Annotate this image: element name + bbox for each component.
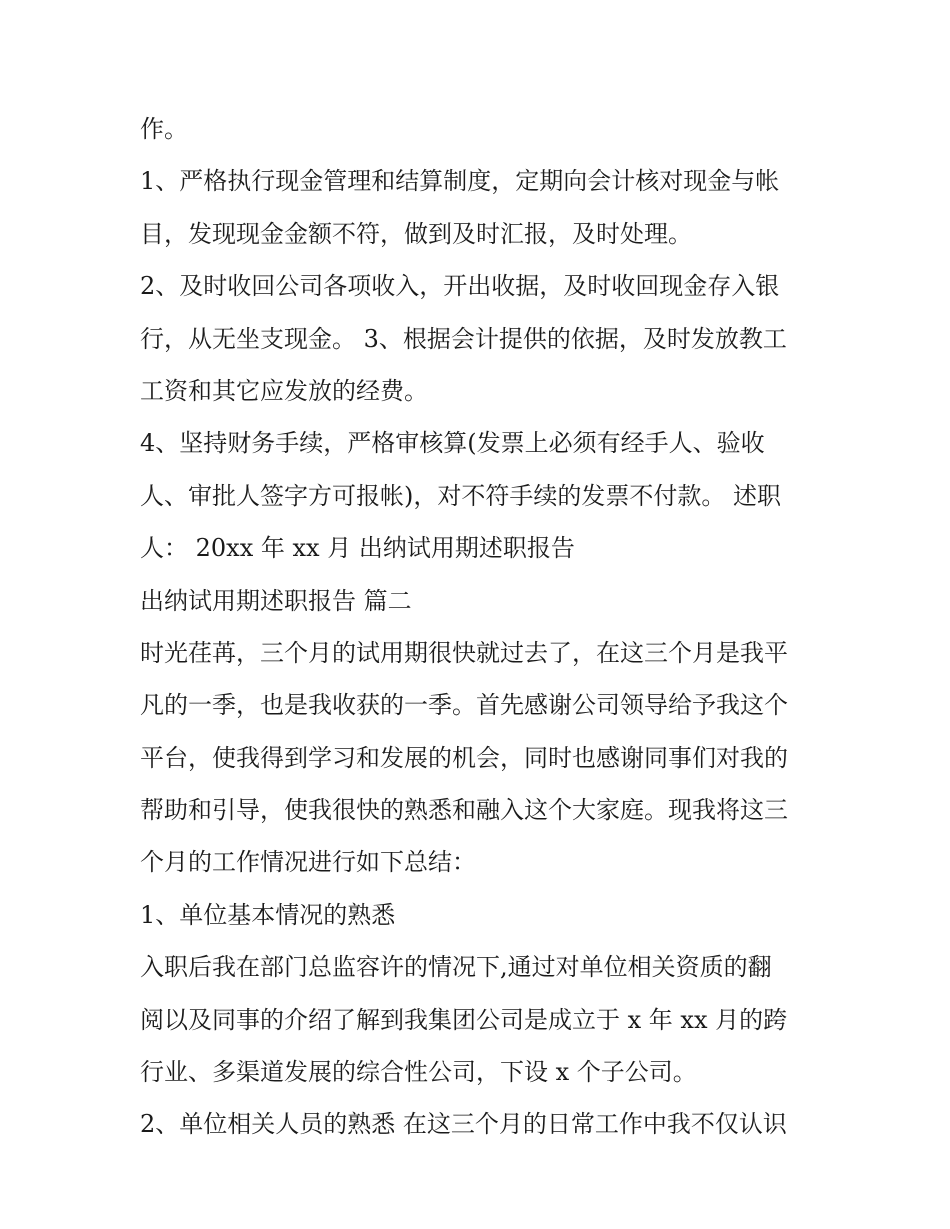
text-line: 行业、多渠道发展的综合性公司，下设 x 个子公司。 — [140, 1058, 697, 1087]
text-line: 2、单位相关人员的熟悉 在这三个月的日常工作中我不仅认识 — [140, 1110, 787, 1139]
text-line: 工资和其它应发放的经费。 — [140, 376, 428, 405]
text-line: 阅以及同事的介绍了解到我集团公司是成立于 x 年 xx 月的跨 — [140, 1005, 788, 1034]
text-line: 个月的工作情况进行如下总结： — [140, 848, 476, 877]
text-line: 行，从无坐支现金。 3、根据会计提供的依据，及时发放教工 — [140, 324, 787, 353]
text-line: 1、严格执行现金管理和结算制度，定期向会计核对现金与帐 — [140, 167, 780, 196]
section-heading: 出纳试用期述职报告 篇二 — [140, 586, 412, 615]
subsection-heading: 1、单位基本情况的熟悉 — [140, 900, 396, 929]
text-line: 作。 — [140, 115, 188, 143]
document-body — [140, 103, 830, 1151]
text-line: 人、审批人签字方可报帐)，对不符手续的发票不付款。 述职 — [140, 481, 781, 510]
text-line: 2、及时收回公司各项收入，开出收据，及时收回现金存入银 — [140, 272, 780, 301]
text-line: 入职后我在部门总监容许的情况下,通过对单位相关资质的翻 — [140, 953, 772, 982]
text-line: 时光荏苒，三个月的试用期很快就过去了，在这三个月是我平 — [140, 638, 788, 667]
text-line: 帮助和引导，使我很快的熟悉和融入这个大家庭。现我将这三 — [140, 796, 788, 825]
text-line: 凡的一季，也是我收获的一季。首先感谢公司领导给予我这个 — [140, 691, 788, 720]
text-line: 人： 20xx 年 xx 月 出纳试用期述职报告 — [140, 534, 575, 563]
text-line: 目，发现现金金额不符，做到及时汇报，及时处理。 — [140, 219, 692, 248]
text-line: 平台，使我得到学习和发展的机会，同时也感谢同事们对我的 — [140, 743, 788, 772]
text-line: 4、坚持财务手续，严格审核算(发票上必须有经手人、验收 — [140, 429, 765, 458]
